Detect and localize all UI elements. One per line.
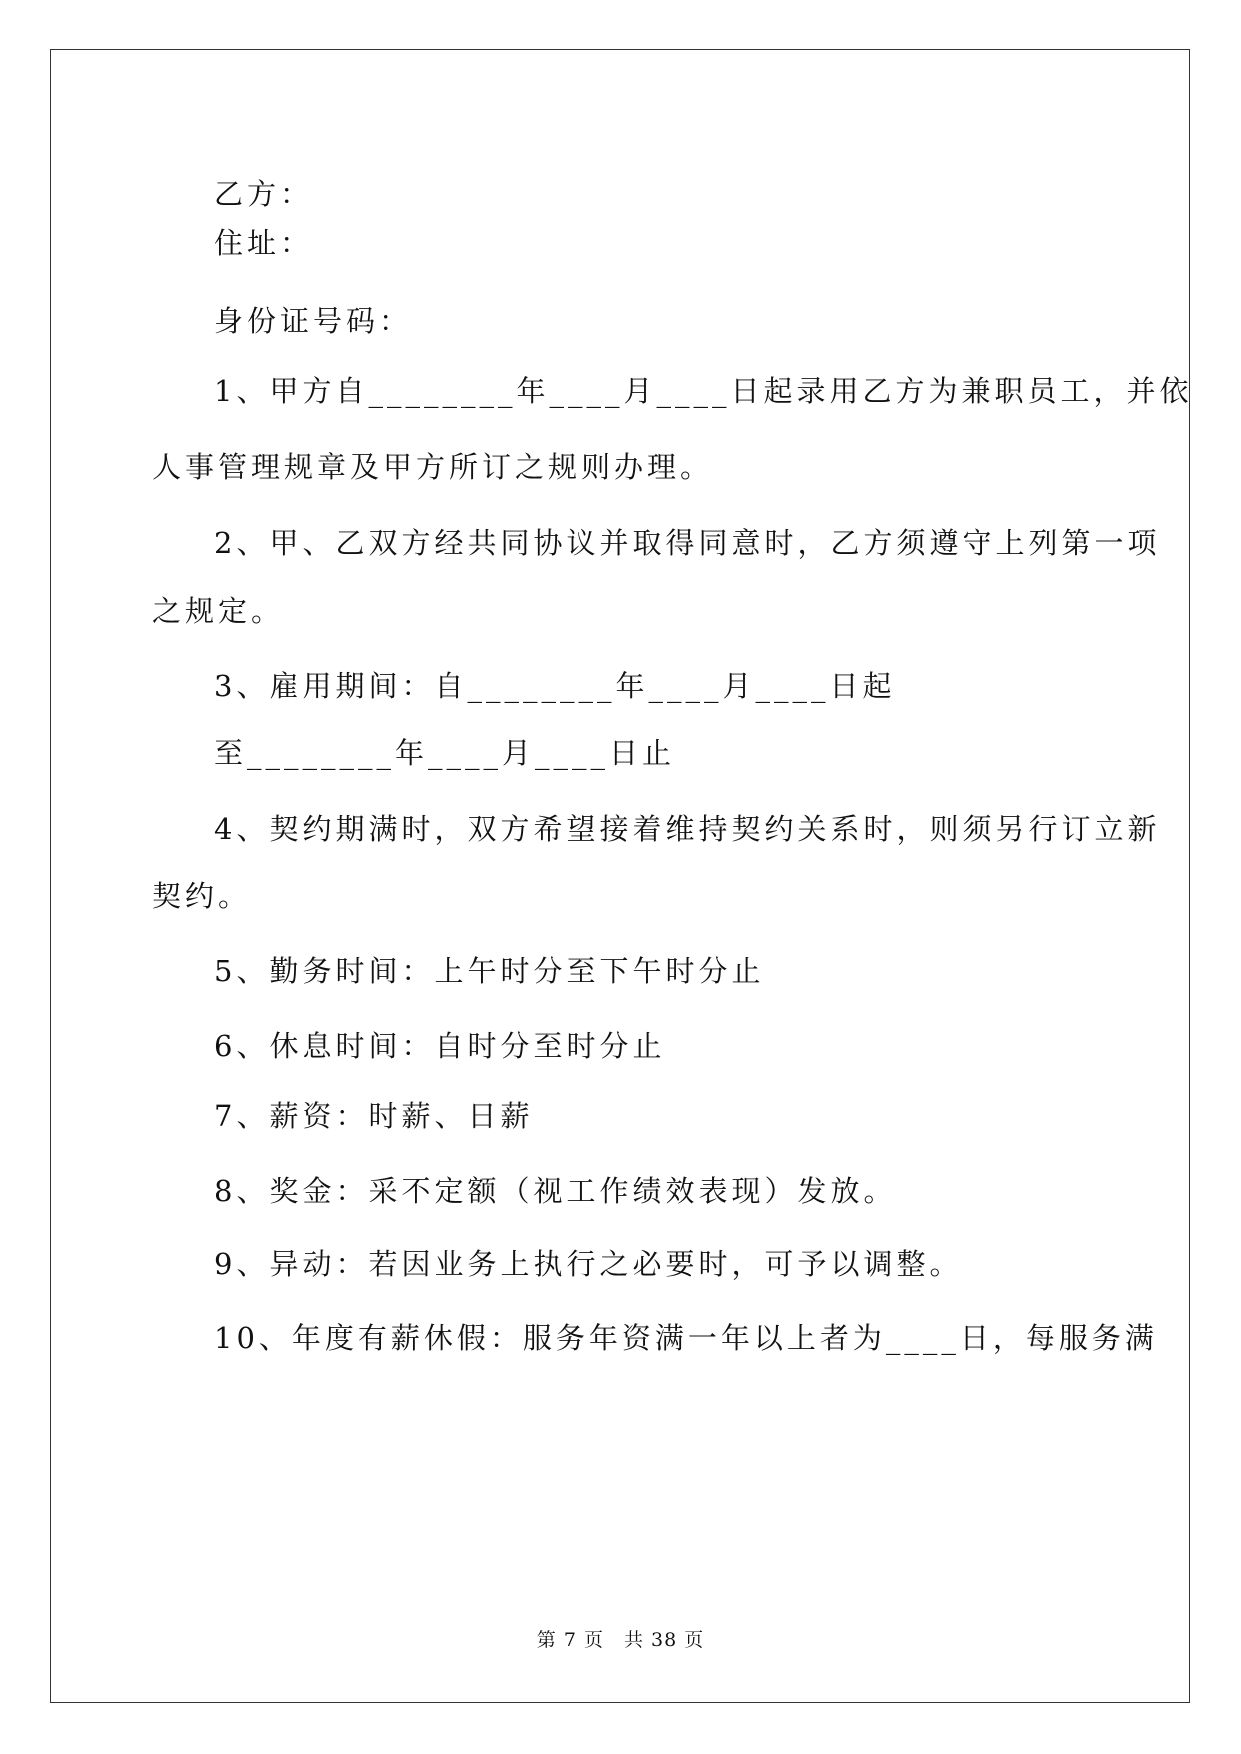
clause-2-line-2: 之规定。 (152, 594, 285, 628)
clause-1-line-2: 人事管理规章及甲方所订之规则办理。 (152, 450, 714, 484)
clause-8: 8、奖金：采不定额（视工作绩效表现）发放。 (214, 1174, 897, 1208)
clause-4-line-1: 4、契约期满时，双方希望接着维持契约关系时，则须另行订立新 (214, 812, 1161, 846)
clause-9: 9、异动：若因业务上执行之必要时，可予以调整。 (214, 1247, 963, 1281)
page-number-footer: 第 7 页 共 38 页 (536, 1629, 705, 1651)
party-b-line: 乙方： (214, 177, 314, 211)
address-line: 住址： (214, 226, 314, 260)
clause-5: 5、勤务时间：上午时分至下午时分止 (214, 954, 765, 988)
clause-2-line-1: 2、甲、乙双方经共同协议并取得同意时，乙方须遵守上列第一项 (214, 526, 1161, 560)
clause-7: 7、薪资：时薪、日薪 (214, 1099, 534, 1133)
clause-3-line-1: 3、雇用期间：自________年____月____日起 (214, 669, 896, 703)
clause-1-line-1: 1、甲方自________年____月____日起录用乙方为兼职员工，并依 (214, 374, 1193, 408)
id-number-line: 身份证号码： (214, 304, 413, 338)
clause-10-line-1: 10、年度有薪休假：服务年资满一年以上者为____日，每服务满 (214, 1321, 1158, 1355)
clause-4-line-2: 契约。 (152, 879, 252, 913)
clause-3-line-2: 至________年____月____日止 (214, 736, 676, 770)
clause-6: 6、休息时间：自时分至时分止 (214, 1029, 666, 1063)
